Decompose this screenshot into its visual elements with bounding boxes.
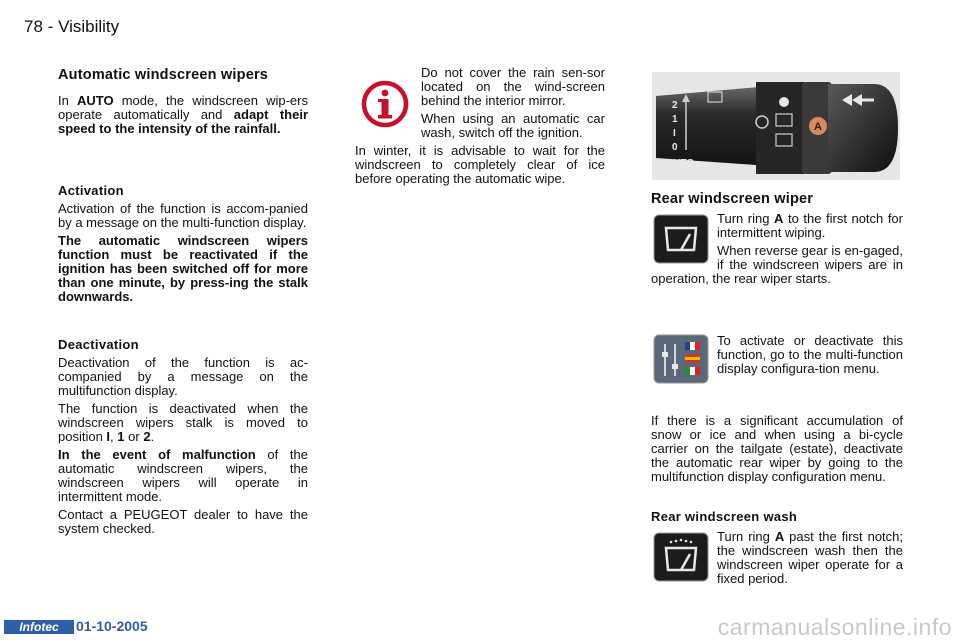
info-icon [361,80,409,128]
page-number: 78 [24,17,43,36]
deactivation-text: Deactivation of the function is ac-companied by a message on the multifunction display. [58,355,308,398]
pos-sep: , [110,429,118,444]
pos-end: . [150,429,155,444]
auto-wipers-title: Automatic windscreen wipers [58,67,269,83]
intro-text-2: mode, the windscreen wip-ers operate automatically and [58,93,308,122]
column-info [355,66,605,190]
watermark: carmanualsonline.info [717,614,952,640]
activation-heading: Activation [58,183,124,198]
contact-text: Contact a PEUGEOT dealer to have the system checked. [58,507,308,536]
pos-2: 2 [143,429,151,444]
deactivation-heading: Deactivation [58,337,139,352]
stalk-auto-label: AUTO [666,158,695,169]
malfunction-bold: In the event of malfunction [58,447,256,462]
rear-wiper-p2: When reverse gear is en-gaged, if the windscreen wipers are in operation, the rear wiper starts. [651,243,903,286]
stalk-ring-label: A [814,121,822,133]
stalk-position-1: 1 [672,114,678,125]
column-auto-wipers [58,66,308,540]
intro-text: In [58,93,77,108]
footer [0,614,960,640]
info-p3: In winter, it is advisable to wait for the windscreen to completely clear of ice before operating the automatic wipe. [355,143,605,186]
wash-a: Turn ring [717,529,775,544]
page-header [24,17,119,37]
rear-wiper-icon [653,214,709,264]
stalk-position-0: 2 [672,100,678,111]
info-p1: Do not cover the rain sen-sor located on the wind-screen behind the interior mirror. [421,65,605,108]
rear-wiper-snow: If there is a significant accumulation of snow or ice and when using a bi-cycle carrier on the tailgate (estate), deactivate the automatic rear wiper by going to the multifunction display configuration menu. [651,413,903,484]
malfunction-rest: of the automatic windscreen wipers, the windscreen wipers will operate in intermittent mode. [58,447,308,504]
malfunction-text [58,448,308,504]
wash-ring: A [774,529,785,544]
stalk-position-3: 0 [672,142,678,153]
pos-1: 1 [117,429,125,444]
footer-date: 01-10-2005 [76,618,148,634]
rear-wash-icon [653,532,709,582]
pos-text: The function is deactivated when the windscreen wipers stalk is moved to position [58,401,308,444]
pos-or: or [124,429,144,444]
auto-wipers-intro [58,94,308,136]
header-separator: - [47,17,54,36]
activation-warning: The automatic windscreen wipers function must be reactivated if the ignition has been switched off for more than one minute, by press-ing the stalk downwards. [58,233,308,304]
rear-wiper-title: Rear windscreen wiper [651,191,814,207]
section-title: Visibility [58,17,120,36]
p1-b: to the first notch for intermittent wiping. [717,211,903,240]
p1-ring: A [774,211,784,226]
multifunction-config-icon [653,334,709,384]
rear-wash-heading: Rear windscreen wash [651,509,798,524]
p1-a: Turn ring [717,211,775,226]
column-rear-wiper [651,190,903,590]
wash-b: past the first notch; the windscreen wash then the windscreen wiper operate for a fixed period. [717,529,903,586]
rear-wiper-config: To activate or deactivate this function, go to the multi-function display configura-tion menu. [717,333,903,376]
wiper-stalk-illustration [652,72,900,180]
deactivation-positions [58,402,308,444]
pos-I: I [106,429,111,444]
intro-auto: AUTO [76,93,114,108]
intro-bold: adapt their speed to the intensity of the rainfall. [58,107,308,136]
stalk-position-2: I [673,128,676,139]
infotec-logo: Infotec [4,620,74,634]
activation-text: Activation of the function is accom-panied by a message on the multi-function display. [58,201,308,230]
info-p2: When using an automatic car wash, switch off the ignition. [421,111,605,140]
